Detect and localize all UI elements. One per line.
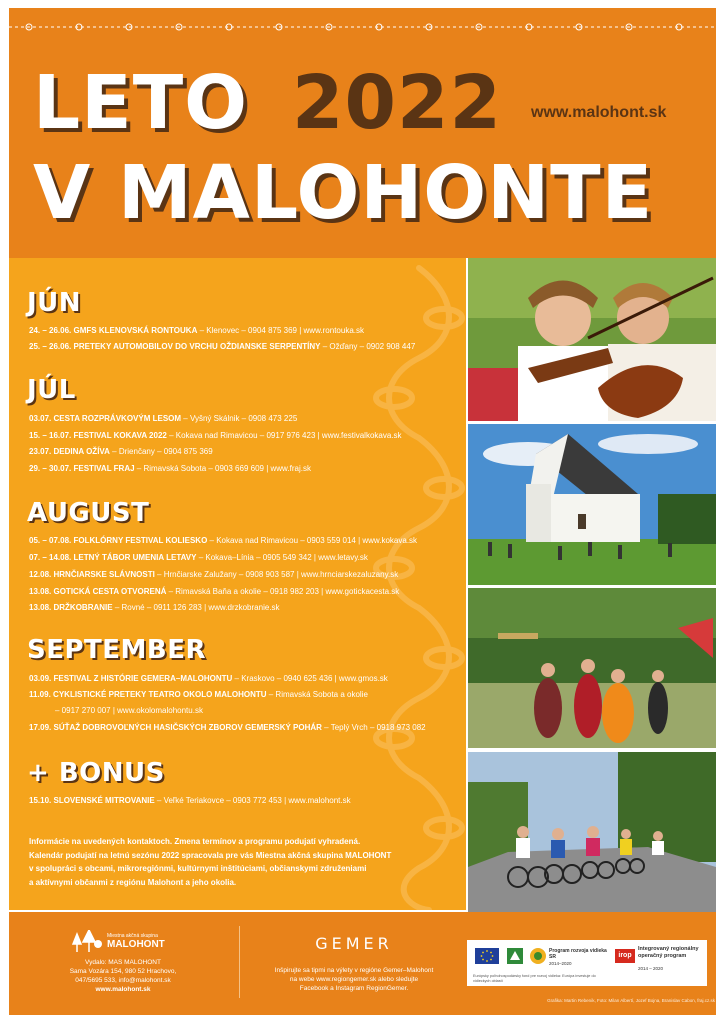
info-line: Informácie na uvedených kontaktoch. Zmena termínov a programu podujatí vyhradená. xyxy=(29,837,361,846)
gemer-line: na webe www.regiongemer.sk alebo sledujte xyxy=(289,976,419,983)
title-v-malohonte: V MALOHONTE xyxy=(33,150,654,236)
event-date: 03.07. xyxy=(29,414,52,423)
event-details: – Ožďany – 0902 908 447 xyxy=(320,342,416,351)
event-row-continuation xyxy=(55,705,203,716)
event-name: CYKLISTICKÉ PRETEKY TEATRO OKOLO MALOHONTU xyxy=(53,690,267,699)
event-details: – Rovné – 0911 126 283 | www.drzkobranie.sk xyxy=(112,603,280,612)
event-details: – Kraskovo – 0940 625 436 | www.gmos.sk xyxy=(232,674,388,683)
event-row xyxy=(29,689,368,700)
event-name: SÚŤAŽ DOBROVOĽNÝCH HASIČSKÝCH ZBOROV GEMERSKÝ POHÁR xyxy=(53,723,322,732)
event-details: – Vyšný Skálnik – 0908 473 225 xyxy=(181,414,298,423)
event-details: – Kokava–Línia – 0905 549 342 | www.letavy.sk xyxy=(196,553,368,562)
photo-church xyxy=(468,424,716,585)
event-details: – Rimavská Baňa a okolie – 0918 982 203 | www.gotickacesta.sk xyxy=(166,587,400,596)
title-year: 2022 xyxy=(292,60,502,146)
event-details: – Rimavská Sobota a okolie xyxy=(266,690,368,699)
events-panel xyxy=(9,258,466,910)
irop-mark: irop xyxy=(615,949,635,963)
photo-violinists xyxy=(468,258,716,421)
eu-flag-icon xyxy=(475,948,499,964)
gemer-line: Facebook a Instagram RegionGemer. xyxy=(299,985,409,992)
gemer-line: Inšpirujte sa tipmi na výlety v regióne Gemer–Malohont xyxy=(274,967,434,974)
event-row xyxy=(29,413,297,424)
event-date: 07. – 14.08. xyxy=(29,553,72,562)
info-paragraph xyxy=(29,835,449,889)
footer xyxy=(9,912,716,1015)
event-details: – Teplý Vrch – 0918 973 082 xyxy=(321,723,426,732)
event-date: 15.10. xyxy=(29,796,52,805)
event-details: – Kokava nad Rimavicou – 0917 976 423 | www.festivalkokava.sk xyxy=(166,431,402,440)
event-date: 29. – 30.07. xyxy=(29,464,72,473)
event-row xyxy=(29,446,213,457)
event-details: – Rimavská Sobota – 0903 669 609 | www.fraj.sk xyxy=(134,464,311,473)
irop-title: Integrovaný regionálny operačný program xyxy=(638,946,699,959)
event-name: FOLKLÓRNY FESTIVAL KOLIESKO xyxy=(73,536,208,545)
info-line: v spolupráci s obcami, mikroregiónmi, kultúrnymi inštitúciami, občianskymi združeniami xyxy=(29,864,367,873)
event-row xyxy=(29,430,402,441)
event-name: DRŽKOBRANIE xyxy=(53,603,113,612)
irop-years: 2014 – 2020 xyxy=(638,966,664,971)
event-date: 13.08. xyxy=(29,603,52,612)
event-date: 25. – 26.06. xyxy=(29,342,72,351)
event-name: LETNÝ TÁBOR UMENIA LETAVY xyxy=(73,553,197,562)
publisher-line: Sama Vozára 154, 980 52 Hrachovo, xyxy=(69,968,177,975)
event-name: HRNČIARSKE SLÁVNOSTI xyxy=(53,570,155,579)
month-heading-september: SEPTEMBER xyxy=(27,635,207,665)
event-date: 03.09. xyxy=(29,674,52,683)
gemer-block xyxy=(249,912,459,1015)
publisher-line: 047/5695 533, info@malohont.sk xyxy=(75,977,171,984)
event-row xyxy=(29,535,417,546)
prv-logo-icon xyxy=(529,947,547,965)
event-row xyxy=(29,569,398,580)
month-heading-bonus: + BONUS xyxy=(27,758,165,788)
event-details: – Drienčany – 0904 875 369 xyxy=(109,447,213,456)
event-row xyxy=(29,795,351,806)
prv-years: 2014–2020 xyxy=(549,961,572,966)
leader-icon xyxy=(507,948,523,964)
eu-text: Európsky poľnohospodársky fond pre rozvoj vidieka: Európa investuje do vidieckych oblastí xyxy=(473,974,596,983)
event-row xyxy=(29,602,280,613)
info-line: Kalendár podujatí na letnú sezónu 2022 spracovala pre vás Miestna akčná skupina MALOHONT xyxy=(29,850,392,860)
prv-title: Program rozvoja vidieka SR xyxy=(549,948,607,960)
photo-historic-festival xyxy=(468,588,716,748)
photo-credits: Grafika: Martin Rebenik, Foto: Milan Albertí, Jozef Bojna, Branislav Cabon, fraj.cz.sk xyxy=(547,998,715,1003)
title-leto: LETO xyxy=(33,60,249,146)
event-row xyxy=(29,325,364,336)
event-details: – Kokava nad Rimavicou – 0903 559 014 | www.kokava.sk xyxy=(207,536,418,545)
mas-name: MALOHONT xyxy=(107,939,165,950)
floral-ornament-icon xyxy=(349,258,466,910)
month-heading-jul: JÚL xyxy=(27,375,76,405)
funding-logos xyxy=(467,940,707,986)
event-date: 11.09. xyxy=(29,690,51,699)
event-date: 15. – 16.07. xyxy=(29,431,72,440)
event-details: – Hrnčiarske Zalužany – 0908 903 587 | www.hrnciarskezaluzany.sk xyxy=(154,570,399,579)
footer-divider xyxy=(239,926,240,998)
event-row xyxy=(29,341,415,352)
event-name: GOTICKÁ CESTA OTVORENÁ xyxy=(53,587,167,596)
event-name: GMFS KLENOVSKÁ RONTOUKA xyxy=(73,326,198,335)
photo-cyclists xyxy=(468,752,716,912)
month-heading-jun: JÚN xyxy=(27,288,82,318)
publisher-website-link[interactable]: www.malohont.sk xyxy=(95,986,151,993)
event-details: – Veľké Teriakovce – 0903 772 453 | www.malohont.sk xyxy=(154,796,351,805)
gemer-logo: GEMER xyxy=(315,934,393,953)
event-row xyxy=(29,552,368,563)
event-name: PRETEKY AUTOMOBILOV DO VRCHU OŽDIANSKE SERPENTÍNY xyxy=(73,342,321,351)
event-name: FESTIVAL FRAJ xyxy=(73,464,135,473)
event-row xyxy=(29,673,388,684)
event-details: – 0917 270 007 | www.okolomalohontu.sk xyxy=(55,706,203,715)
event-date: 12.08. xyxy=(29,570,52,579)
event-date: 05. – 07.08. xyxy=(29,536,72,545)
event-name: DEDINA OŽÍVA xyxy=(53,447,110,456)
event-row xyxy=(29,586,399,597)
event-date: 17.09. xyxy=(29,723,52,732)
event-row xyxy=(29,722,426,733)
event-name: SLOVENSKÉ MITROVANIE xyxy=(53,796,155,805)
header-banner xyxy=(9,8,716,258)
event-date: 24. – 26.06. xyxy=(29,326,72,335)
ornament-band-icon xyxy=(9,20,716,34)
mas-malohont-tree-icon xyxy=(69,930,103,954)
event-name: CESTA ROZPRÁVKOVÝM LESOM xyxy=(53,414,182,423)
mas-small-label: Miestna akčná skupina xyxy=(107,933,158,939)
event-date: 13.08. xyxy=(29,587,52,596)
event-details: – Klenovec – 0904 875 369 | www.rontouka.sk xyxy=(197,326,364,335)
event-date: 23.07. xyxy=(29,447,52,456)
event-name: FESTIVAL KOKAVA 2022 xyxy=(73,431,167,440)
event-name: FESTIVAL Z HISTÓRIE GEMERA–MALOHONTU xyxy=(53,674,233,683)
month-heading-august: AUGUST xyxy=(27,498,150,528)
publisher-block xyxy=(9,912,237,1015)
info-line: a aktívnymi občanmi z regiónu Malohont a jeho okolia. xyxy=(29,877,237,887)
event-row xyxy=(29,463,311,474)
publisher-line: Vydalo: MAS MALOHONT xyxy=(85,959,161,966)
header-website-link[interactable]: www.malohont.sk xyxy=(531,104,667,121)
